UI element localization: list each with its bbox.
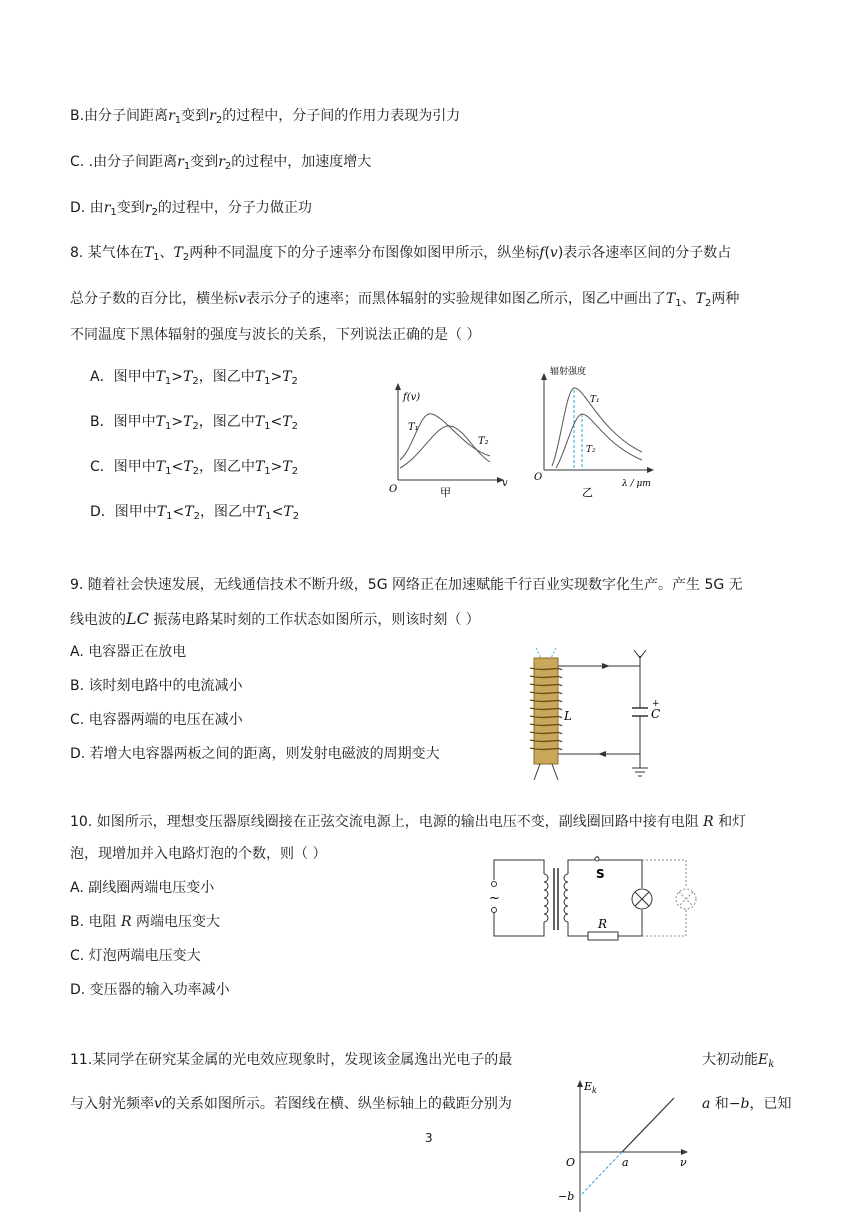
yi-t1-label: T₁	[590, 395, 600, 405]
primary-coil	[544, 874, 548, 922]
q9-option-d: D. 若增大电容器两板之间的距离，则发射电磁波的周期变大	[70, 746, 440, 762]
primary-loop	[494, 860, 544, 880]
figure-yi-blackbody-radiation	[530, 362, 660, 500]
q8-line-1: 8. 某气体在$T_1$、$T_2$两种不同温度下的分子速率分布图像如图甲所示，纵坐标f(v)表示各速率区间的分子数占	[70, 245, 732, 263]
q7-option-b: B.由分子间距离$r_1$变到$r_2$的过程中，分子间的作用力表现为引力	[70, 108, 461, 126]
added-lamp-wire	[642, 910, 686, 936]
q10-option-b: B. 电阻 R 两端电压变大	[70, 914, 220, 930]
q9-option-c: C. 电容器两端的电压在减小	[70, 712, 243, 728]
yi-ylabel: 辐射强度	[550, 367, 587, 377]
ek-origin: O	[566, 1156, 576, 1169]
resistor-symbol	[588, 932, 618, 940]
q9-line-2: 线电波的LC 振荡电路某时刻的工作状态如图所示，则该时刻（ ）	[70, 609, 480, 628]
yi-y-arrow	[541, 373, 547, 380]
ek-y-intercept: −b	[558, 1190, 575, 1203]
secondary-bottom-wire	[568, 922, 588, 936]
q7-option-c: C. .由分子间距离$r_1$变到$r_2$的过程中，加速度增大	[70, 154, 372, 172]
q8-option-d: D．图甲中$T_1<T_2$，图乙中$T_1<T_2$	[90, 504, 300, 522]
q10-line-1: 10. 如图所示，理想变压器原线圈接在正弦交流电源上，电源的输出电压不变，副线圈回路中接有电阻 R 和灯	[70, 814, 747, 830]
jia-xlabel: v	[502, 478, 508, 489]
figure-ek-frequency	[556, 1076, 700, 1214]
added-lamp-wire	[642, 860, 686, 888]
page-number: 3	[425, 1131, 433, 1145]
yi-origin: O	[534, 472, 543, 483]
resistor-label: R	[598, 917, 608, 931]
yi-t2-label: T₂	[586, 445, 596, 455]
ek-x-intercept: a	[622, 1156, 629, 1169]
jia-t2-label: T₂	[478, 436, 489, 447]
source-symbol: ~	[489, 891, 500, 906]
q9-option-a: A. 电容器正在放电	[70, 644, 187, 660]
q9-option-b: B. 该时刻电路中的电流减小	[70, 678, 243, 694]
current-arrow-top	[602, 663, 610, 669]
figure-transformer-circuit	[484, 852, 708, 948]
coil-lead	[552, 764, 558, 780]
jia-origin: O	[389, 484, 398, 495]
jia-curve-t1	[400, 414, 490, 460]
secondary-top-wire	[568, 860, 594, 874]
q7-option-d: D. 由$r_1$变到$r_2$的过程中，分子力做正功	[70, 200, 312, 218]
secondary-coil	[564, 874, 568, 922]
q8-option-a: A．图甲中$T_1>T_2$，图乙中$T_1>T_2$	[90, 369, 298, 387]
q11-line-1b: 大初动能$E_k$	[702, 1052, 775, 1070]
ek-y-arrow	[577, 1080, 583, 1087]
jia-t1-label: T₁	[408, 422, 419, 433]
q10-option-c: C. 灯泡两端电压变大	[70, 948, 201, 964]
q8-option-b: B．图甲中$T_1>T_2$，图乙中$T_1<T_2$	[90, 414, 298, 432]
q8-line-2: 总分子数的百分比，横坐标v表示分子的速率；而黑体辐射的实验规律如图乙所示，图乙中画出了$T_1$、$T_2$两种	[70, 291, 740, 309]
yi-caption: 乙	[582, 486, 593, 499]
yi-xlabel: λ / μm	[622, 479, 651, 489]
switch-label: S	[596, 867, 605, 881]
q10-option-a: A. 副线圈两端电压变小	[70, 880, 215, 896]
current-arrow-bottom	[598, 751, 606, 757]
q11-line-2a: 与入射光频率v的关系如图所示。若图线在横、纵坐标轴上的截距分别为	[70, 1096, 512, 1112]
yi-curve-t2	[556, 414, 642, 468]
ground-icon	[632, 768, 648, 776]
coil-label: L	[564, 709, 572, 723]
q11-line-1a: 11.某同学在研究某金属的光电效应现象时，发现该金属逸出光电子的最	[70, 1052, 513, 1068]
yi-x-arrow	[647, 467, 654, 473]
source-terminal-top	[492, 882, 497, 887]
q8-option-c: C．图甲中$T_1<T_2$，图乙中$T_1>T_2$	[90, 459, 299, 477]
q11-line-2b: a 和−b，已知	[702, 1096, 792, 1112]
figure-jia-speed-distribution	[386, 380, 516, 500]
primary-loop-bottom	[494, 912, 544, 936]
q10-line-2: 泡，现增加并入电路灯泡的个数，则（ ）	[70, 846, 327, 862]
ek-x-arrow	[681, 1149, 688, 1155]
secondary-bottom-wire-right	[618, 910, 642, 936]
source-terminal-bottom	[492, 908, 497, 913]
capacitor-label: C	[651, 707, 661, 721]
jia-caption: 甲	[440, 486, 451, 499]
ek-xlabel: ν	[680, 1156, 687, 1169]
ek-line-solid	[622, 1098, 674, 1152]
coil-lead	[534, 764, 540, 780]
jia-ylabel: f(v)	[403, 392, 421, 403]
q9-line-1: 9. 随着社会快速发展，无线通信技术不断升级，5G 网络正在加速赋能千行百业实现数字化生产。产生 5G 无	[70, 577, 743, 593]
ek-ylabel: $E_k$	[584, 1080, 597, 1095]
antenna-icon	[634, 650, 646, 666]
jia-y-arrow	[395, 383, 401, 390]
switch-pivot	[595, 857, 599, 861]
ek-line-extension	[580, 1152, 622, 1196]
q10-option-d: D. 变压器的输入功率减小	[70, 982, 230, 998]
capacitor-plus: +	[652, 699, 660, 709]
q8-line-3: 不同温度下黑体辐射的强度与波长的关系，下列说法正确的是（ ）	[70, 327, 481, 343]
figure-lc-circuit	[512, 644, 662, 784]
